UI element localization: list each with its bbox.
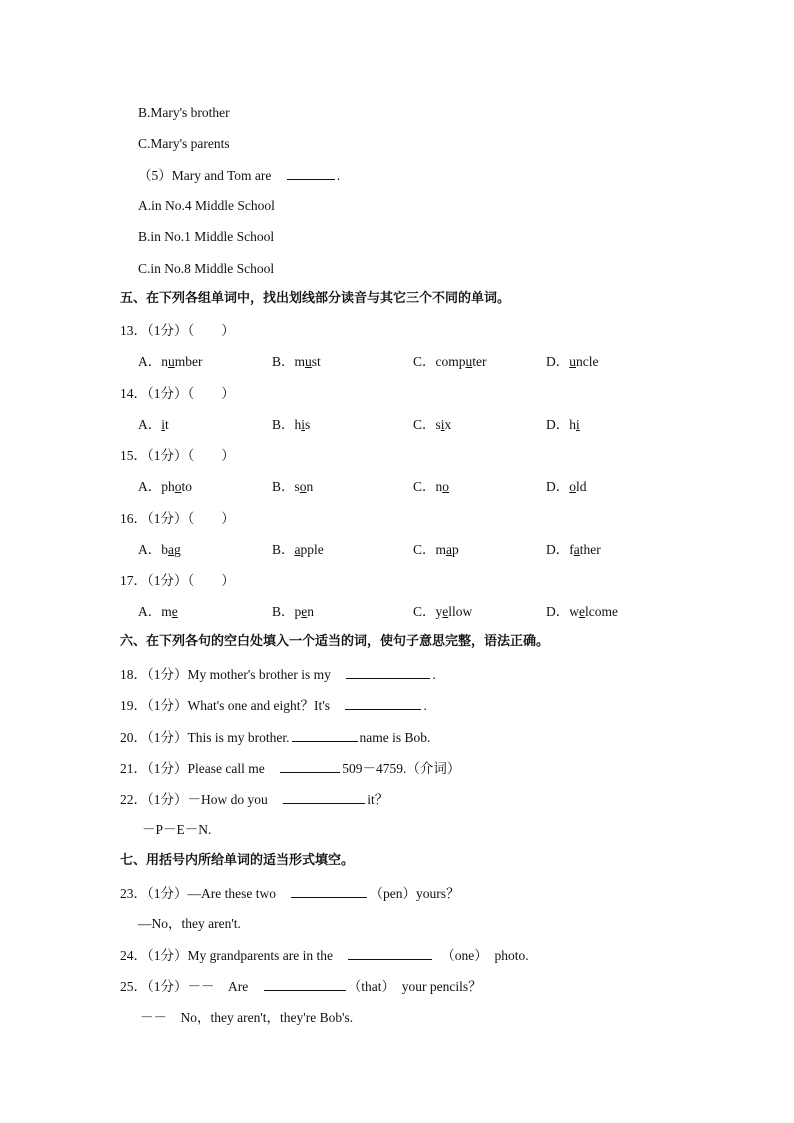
option-label: B． <box>272 417 295 432</box>
underlined-letter: a <box>294 542 301 557</box>
answer-blank[interactable] <box>292 728 358 742</box>
word-part: b <box>161 542 168 557</box>
question-stem: 14．（1分）（ ） <box>120 386 235 401</box>
underlined-letter: o <box>174 479 182 494</box>
question-25 <box>120 977 482 996</box>
option-label: C． <box>413 417 436 432</box>
question-24 <box>120 946 529 965</box>
option-c[interactable] <box>413 478 449 496</box>
underlined-letter: o <box>569 479 576 494</box>
word-part: p <box>294 604 302 619</box>
option-label: B． <box>272 479 295 494</box>
q24-text: 24．（1分）My grandparents are in the <box>120 948 333 963</box>
word-part: p <box>452 542 459 557</box>
word-part: s <box>305 417 311 432</box>
underlined-letter: o <box>299 479 307 494</box>
option-label: A． <box>138 542 162 557</box>
option-label: C． <box>413 604 436 619</box>
q12-5-stem <box>138 166 340 185</box>
answer-blank[interactable] <box>291 884 367 898</box>
word-part: y <box>435 604 443 619</box>
q21-end: 509－4759.（介词） <box>342 761 461 776</box>
underlined-letter: a <box>168 542 174 557</box>
answer-blank[interactable] <box>346 665 430 679</box>
q21-text: 21．（1分）Please call me <box>120 761 265 776</box>
q19-end: . <box>423 698 427 713</box>
answer-blank[interactable] <box>280 759 340 773</box>
option-d[interactable] <box>546 353 599 371</box>
option-label: C． <box>413 354 436 369</box>
q12-option-b: B.Mary's brother <box>138 105 230 120</box>
option-a[interactable] <box>138 541 181 559</box>
option-b[interactable] <box>272 541 324 559</box>
option-label: A． <box>138 417 162 432</box>
word-part: comp <box>435 354 466 369</box>
option-c[interactable] <box>413 353 487 371</box>
q22-text: 22．（1分）－How do you <box>120 792 268 807</box>
option-label: A． <box>138 479 162 494</box>
word-part: ld <box>576 479 587 494</box>
q18-end: . <box>432 667 436 682</box>
section-6-title: 六、在下列各句的空白处填入一个适当的词，使句子意思完整，语法正确。 <box>120 634 550 649</box>
option-b[interactable] <box>272 603 314 621</box>
option-d[interactable] <box>546 416 580 434</box>
q22-end: it？ <box>367 792 389 807</box>
word-part: g <box>174 542 181 557</box>
option-label: D． <box>546 542 570 557</box>
q22-answer: －P－E－N. <box>142 822 212 837</box>
underlined-letter: a <box>446 542 453 557</box>
word-part: s <box>294 479 300 494</box>
word-part: m <box>294 354 306 369</box>
option-b[interactable] <box>272 416 310 434</box>
question-20 <box>120 728 430 747</box>
word-part: m <box>435 542 447 557</box>
underlined-letter: i <box>301 417 306 432</box>
option-c[interactable] <box>413 603 472 621</box>
q25-text: 25．（1分）－－ Are <box>120 979 249 994</box>
underlined-letter: e <box>579 604 585 619</box>
word-part: t <box>165 417 169 432</box>
underlined-letter: u <box>569 354 576 369</box>
answer-blank[interactable] <box>345 696 421 710</box>
q23-text: 23．（1分）—Are these two <box>120 886 276 901</box>
q25-answer: －－ No，they aren't，they're Bob's. <box>140 1010 354 1025</box>
q12-5-end: . <box>336 168 341 183</box>
answer-blank[interactable] <box>283 790 365 804</box>
q12-5-option-c: C.in No.8 Middle School <box>138 261 275 276</box>
underlined-letter: i <box>161 417 166 432</box>
option-label: B． <box>272 604 295 619</box>
q12-5-option-b: B.in No.1 Middle School <box>138 229 275 244</box>
word-part: ter <box>472 354 487 369</box>
option-label: D． <box>546 479 570 494</box>
option-label: C． <box>413 542 436 557</box>
word-part: w <box>569 604 579 619</box>
answer-blank[interactable] <box>264 977 346 991</box>
q20-end: name is Bob. <box>359 730 431 745</box>
option-label: B． <box>272 354 295 369</box>
answer-blank[interactable] <box>348 946 432 960</box>
q23-answer: —No，they aren't. <box>138 916 241 931</box>
word-part: llow <box>448 604 473 619</box>
word-part: h <box>294 417 302 432</box>
word-part: f <box>569 542 574 557</box>
section-5-title: 五、在下列各组单词中，找出划线部分读音与其它三个不同的单词。 <box>120 291 511 306</box>
option-a[interactable] <box>138 603 178 621</box>
underlined-letter: i <box>440 417 445 432</box>
word-part: ncle <box>576 354 599 369</box>
question-18 <box>120 665 436 684</box>
option-b[interactable] <box>272 353 321 371</box>
question-stem: 15．（1分）（ ） <box>120 448 235 463</box>
underlined-letter: u <box>168 354 175 369</box>
option-d[interactable] <box>546 541 601 559</box>
underlined-letter: i <box>576 417 580 432</box>
word-part: n <box>435 479 443 494</box>
q25-end: （that） your pencils？ <box>347 979 482 994</box>
option-a[interactable] <box>138 416 169 434</box>
option-label: C． <box>413 479 436 494</box>
question-23 <box>120 884 459 903</box>
question-stem: 16．（1分）（ ） <box>120 511 235 526</box>
underlined-letter: e <box>442 604 449 619</box>
word-part: pple <box>300 542 324 557</box>
q24-end: （one） photo. <box>447 948 529 963</box>
question-19 <box>120 696 427 715</box>
word-part: mber <box>174 354 203 369</box>
q12-5-option-a: A.in No.4 Middle School <box>138 198 275 213</box>
q23-end: （pen）yours？ <box>369 886 460 901</box>
option-label: B． <box>272 542 295 557</box>
option-b[interactable] <box>272 478 313 496</box>
section-7-title: 七、用括号内所给单词的适当形式填空。 <box>120 853 355 868</box>
q19-text: 19．（1分）What's one and eight？It's <box>120 698 330 713</box>
word-part: m <box>161 604 172 619</box>
q12-5-stem-text: （5）Mary and Tom are <box>138 168 272 183</box>
word-part: ph <box>161 479 175 494</box>
underlined-letter: u <box>465 354 473 369</box>
question-21 <box>120 759 460 778</box>
word-part: ther <box>579 542 601 557</box>
question-stem: 17．（1分）（ ） <box>120 573 235 588</box>
option-c[interactable] <box>413 541 459 559</box>
option-d[interactable] <box>546 603 618 621</box>
option-a[interactable] <box>138 353 203 371</box>
answer-blank[interactable] <box>287 166 335 180</box>
q12-option-c: C.Mary's parents <box>138 136 230 151</box>
underlined-letter: e <box>301 604 308 619</box>
word-part: h <box>569 417 576 432</box>
word-part: to <box>181 479 193 494</box>
option-a[interactable] <box>138 478 192 496</box>
option-label: D． <box>546 604 570 619</box>
question-22 <box>120 790 388 809</box>
word-part: n <box>307 604 315 619</box>
word-part: s <box>435 417 441 432</box>
underlined-letter: a <box>573 542 580 557</box>
option-label: D． <box>546 354 570 369</box>
option-label: D． <box>546 417 570 432</box>
q20-text: 20．（1分）This is my brother. <box>120 730 290 745</box>
word-part: lcome <box>585 604 618 619</box>
word-part: n <box>306 479 314 494</box>
underlined-letter: e <box>171 604 178 619</box>
word-part: st <box>311 354 321 369</box>
underlined-letter: u <box>305 354 312 369</box>
option-d[interactable] <box>546 478 587 496</box>
question-stem: 13．（1分）（ ） <box>120 323 235 338</box>
q18-text: 18．（1分）My mother's brother is my <box>120 667 331 682</box>
option-label: A． <box>138 354 162 369</box>
option-c[interactable] <box>413 416 451 434</box>
word-part: n <box>161 354 168 369</box>
word-part: x <box>444 417 452 432</box>
underlined-letter: o <box>442 479 450 494</box>
option-label: A． <box>138 604 162 619</box>
